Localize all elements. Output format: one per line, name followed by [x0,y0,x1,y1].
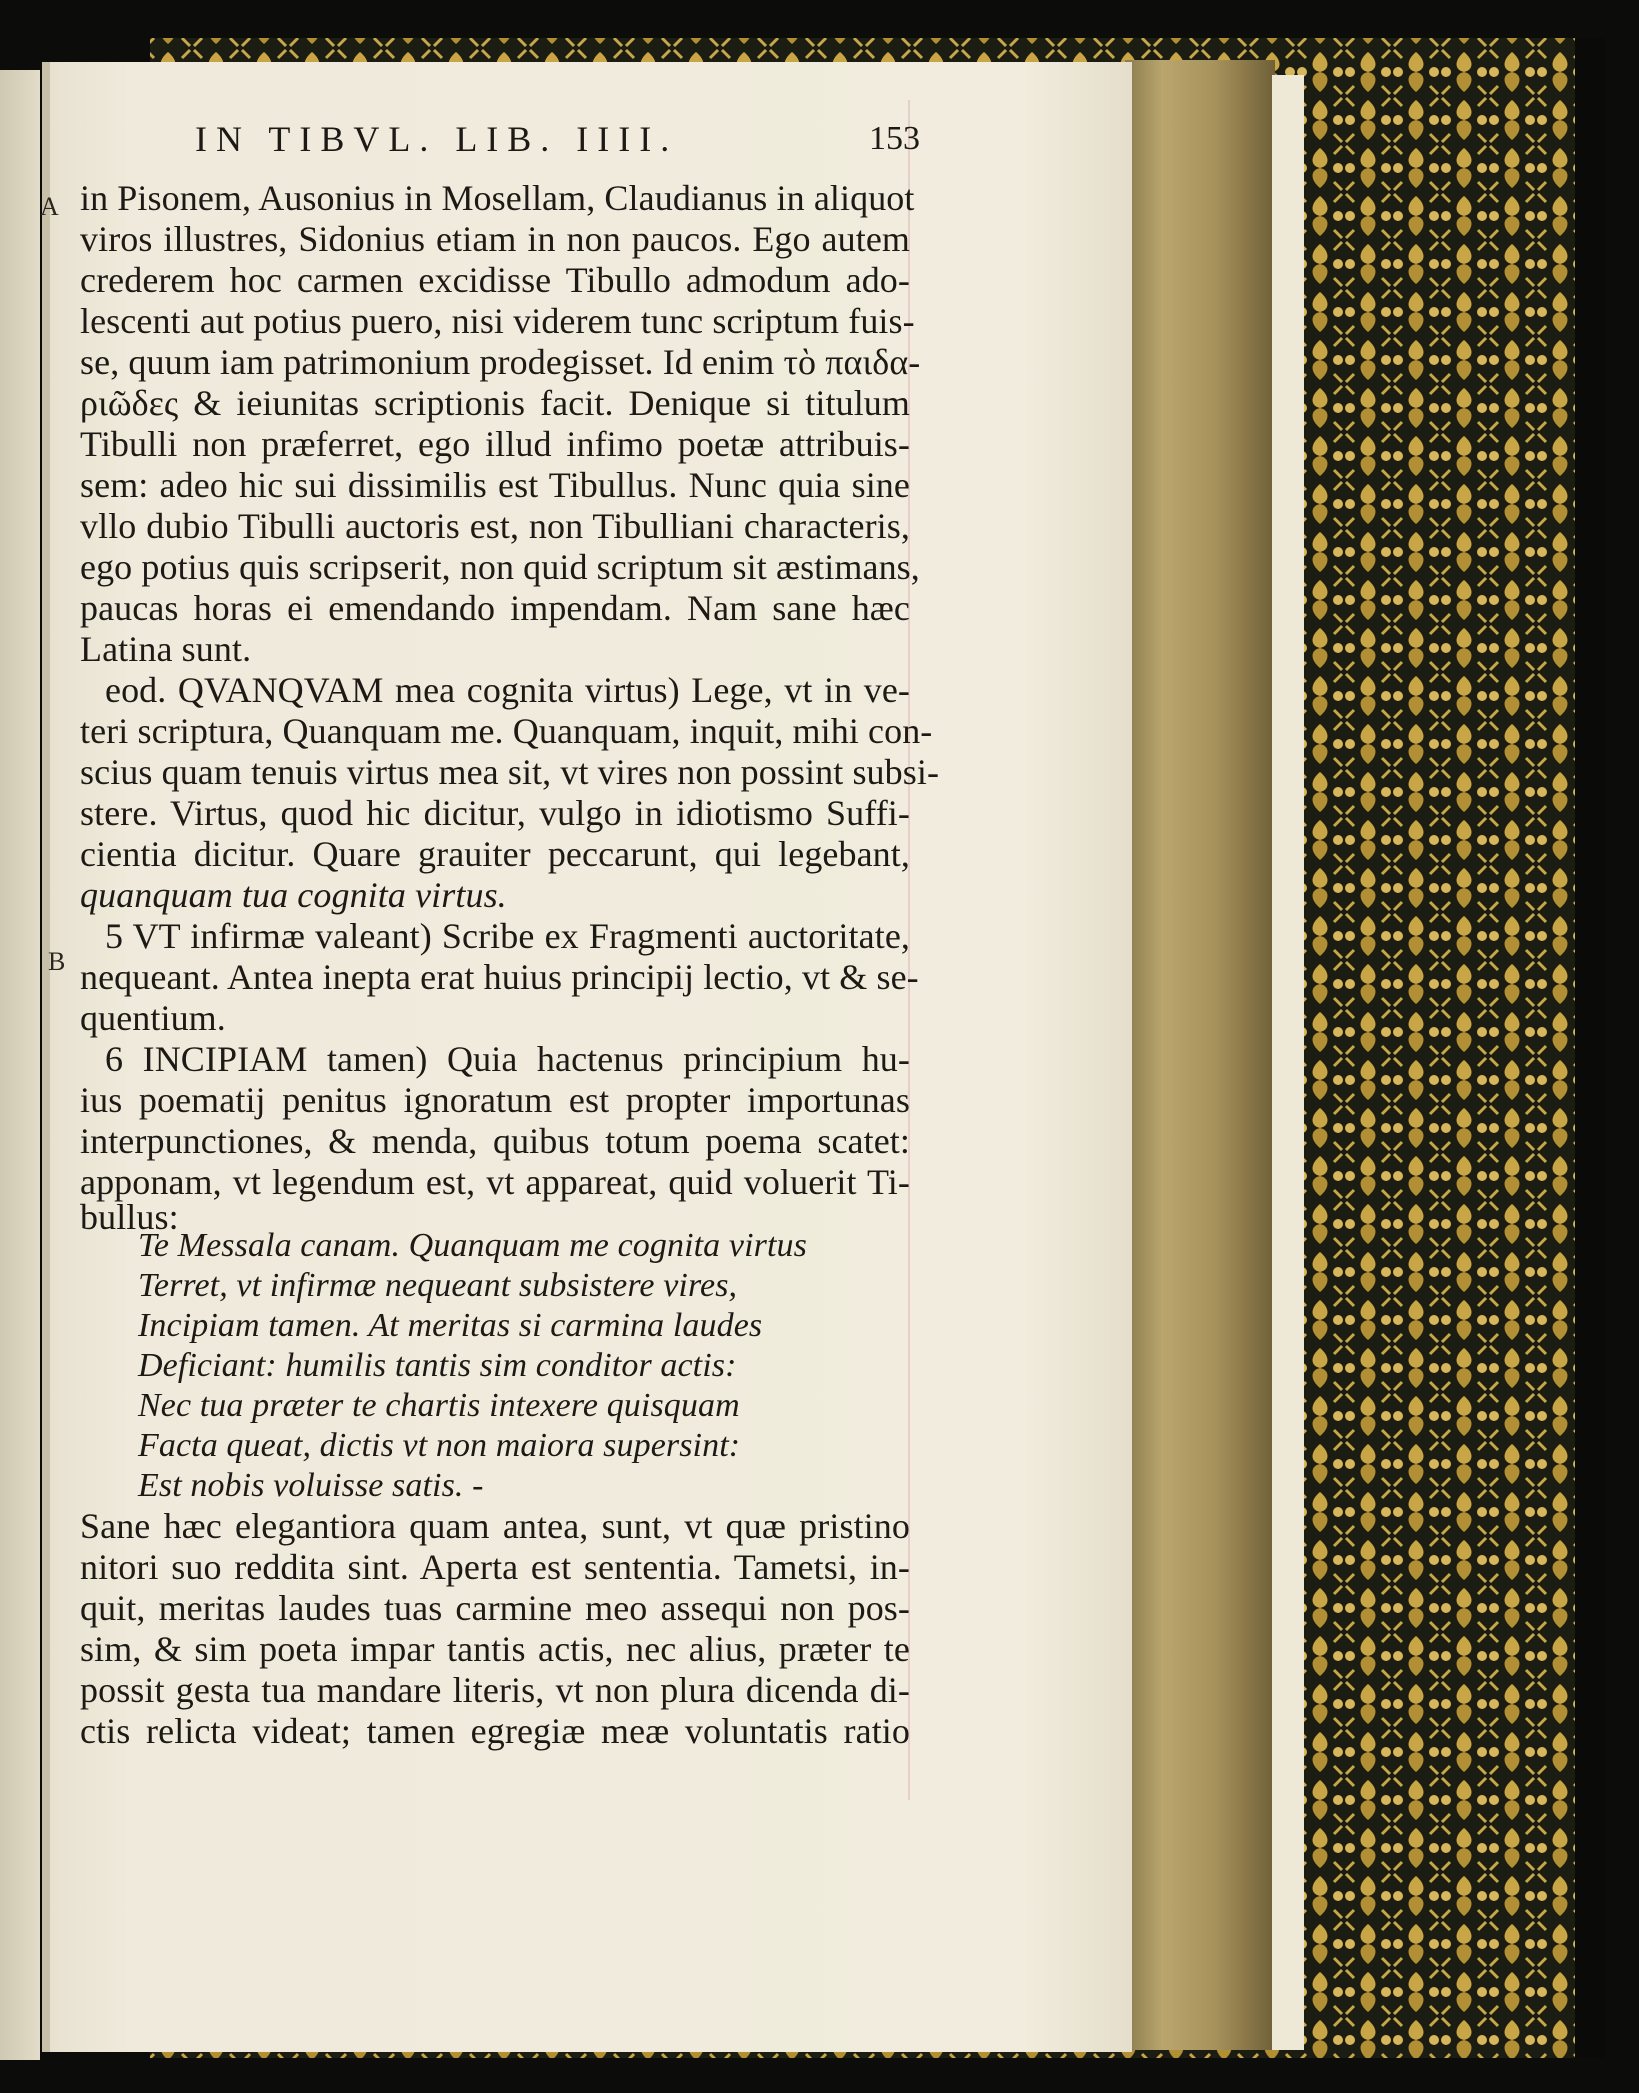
text-line: vllo dubio Tibulli auctoris est, non Tibulliani characteris, [80,506,910,546]
text-line: apponam, vt legendum est, vt appareat, quid voluerit Ti- [80,1162,910,1202]
verse-line: Est nobis voluisse satis. - [138,1467,484,1504]
text-line: viros illustres, Sidonius etiam in non paucos. Ego autem [80,219,910,259]
text-line: possit gesta tua mandare literis, vt non plura dicenda di- [80,1670,910,1710]
text-line: ego potius quis scripserit, non quid scriptum sit æstimans, [80,547,920,587]
verse-line: Incipiam tamen. At meritas si carmina laudes [138,1307,763,1344]
text-line: scius quam tenuis virtus mea sit, vt vires non possint subsi- [80,752,940,792]
page-number: 153 [869,120,920,157]
text-line: quentium. [80,998,226,1038]
text-line: ius poematij penitus ignoratum est propter importunas [80,1080,910,1120]
verse-line: Terret, vt infirmæ nequeant subsistere vires, [138,1267,738,1304]
margin-letter-b: B [48,947,66,976]
text-line: paucas horas ei emendando impendam. Nam sane hæc [80,588,910,628]
verse-line: Nec tua præter te chartis intexere quisquam [138,1387,740,1424]
verse-line: Facta queat, dictis vt non maiora supersint: [138,1427,741,1464]
text-line: eod. QVANQVAM mea cognita virtus) Lege, vt in ve- [105,670,910,710]
running-head: IN TIBVL. LIB. IIII. [195,119,679,159]
text-line: cientia dicitur. Quare grauiter peccarunt, qui legebant, [80,834,910,874]
text-line: ctis relicta videat; tamen egregiæ meæ voluntatis ratio [80,1711,910,1751]
text-line: 5 VT infirmæ valeant) Scribe ex Fragmenti auctoritate, [105,916,910,956]
text-line: bullus: [80,1197,179,1237]
text-line: 6 INCIPIAM tamen) Quia hactenus principium hu- [105,1039,910,1079]
text-line: sem: adeo hic sui dissimilis est Tibullus. Nunc quia sine [80,465,910,505]
text-line: interpunctiones, & menda, quibus totum poema scatet: [80,1121,910,1161]
text-line: nequeant. Antea inepta erat huius principij lectio, vt & se- [80,957,919,997]
text-line: nitori suo reddita sint. Aperta est sententia. Tametsi, in- [80,1547,910,1587]
text-line: quit, meritas laudes tuas carmine meo assequi non pos- [80,1588,910,1628]
text-line: ριῶδες & ieiunitas scriptionis facit. Denique si titulum [80,383,910,423]
text-line: se, quum iam patrimonium prodegisset. Id enim τὸ παιδα- [80,342,921,382]
text-line: quanquam tua cognita virtus. [80,875,507,915]
text-line: in Pisonem, Ausonius in Mosellam, Claudianus in aliquot [80,178,915,218]
text-line: stere. Virtus, quod hic dicitur, vulgo in idiotismo Suffi- [80,793,910,833]
text-line: teri scriptura, Quanquam me. Quanquam, inquit, mihi con- [80,711,933,751]
text-line: crederem hoc carmen excidisse Tibullo admodum ado- [80,260,910,300]
margin-letter-a: A [40,192,59,221]
verse-line: Te Messala canam. Quanquam me cognita virtus [138,1227,807,1264]
verse-line: Deficiant: humilis tantis sim conditor actis: [138,1347,737,1384]
text-line: lescenti aut potius puero, nisi viderem tunc scriptum fuis- [80,301,915,341]
text-line: Tibulli non præferret, ego illud infimo poetæ attribuis- [80,424,910,464]
text-line: Sane hæc elegantiora quam antea, sunt, vt quæ pristino [80,1506,910,1546]
text-line: sim, & sim poeta impar tantis actis, nec alius, præter te [80,1629,910,1669]
text-line: Latina sunt. [80,629,252,669]
